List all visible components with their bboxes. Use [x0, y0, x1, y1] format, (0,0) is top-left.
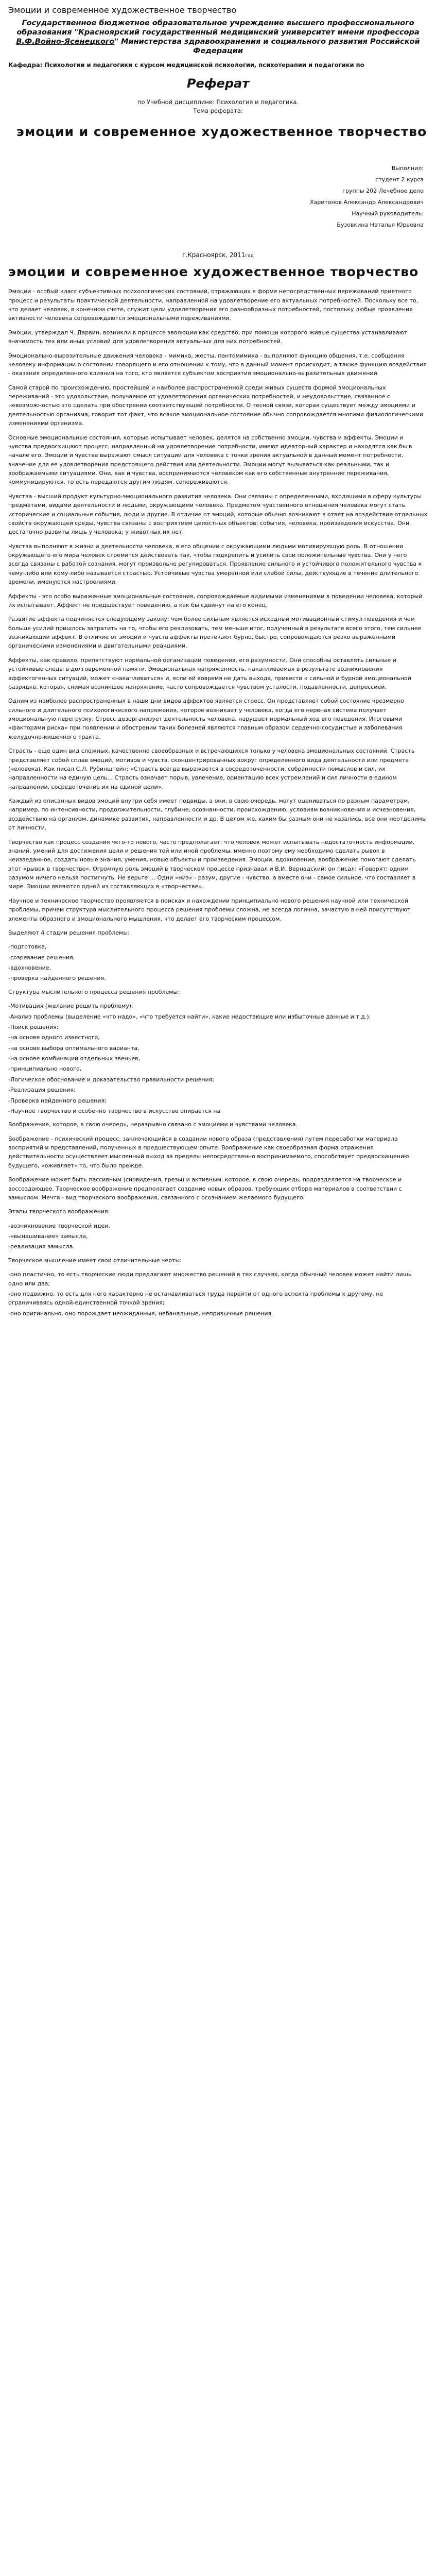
institution-text-1: Государственное бюджетное образовательное учреждение высшего профессионального образования "Красноярский государственный медицинский университет имени профессора — [16, 19, 420, 37]
list-item: -«вынашивание» замысла, — [8, 1233, 88, 1240]
list-item: -подготовка, — [8, 943, 47, 951]
paragraph: Научное и техническое творчество проявляется в поисках и нахождении принципиально нового решения научной или технической проблемы, причем структура мыслительного процесса решения проблемы сложна, не всегда логична, зачастую в ней присутствуют элементы образного и эмоционального мышления, что делает его творческим процессом. — [8, 897, 411, 922]
discipline-line: по Учебной дисциплине: Психология и педагогика. — [137, 98, 299, 106]
list-item: -Проверка найденного решения; — [8, 1097, 107, 1104]
city-year — [8, 251, 428, 259]
list-item: -оно пластично, то есть творческие люди предлагают множество решений в тех случаях, когда обычный человек может найти лишь одно или два; — [8, 1271, 412, 1287]
list-item: -Реализация решения; — [8, 1087, 76, 1094]
paragraph: Эмоции, утверждал Ч. Дарвин, возникли в процессе эволюции как средство, при помощи которого живые существа устанавливают значимость тех или иных условий для удовлетворения актуальных для них потребностей. — [8, 329, 408, 345]
paragraph: Эмоционально-выразительные движения человека - мимика, жесты, пантомимика - выполняют функцию общения, т.е. сообщения человеку информации о состоянии говорящего и его отношении к тому, что в данный момент происходит, а также функцию воздействия - оказания определенного влияния на того, кто является субъектом восприятия эмоционально-выразительных движений. — [8, 352, 427, 377]
process-list — [8, 1222, 428, 1251]
performer-line: Харитонов Александр Александрович — [310, 199, 424, 206]
structure-intro: Структура мыслительного процесса решения проблемы: — [8, 988, 180, 995]
list-item: -оно оригинально, оно порождает неожиданные, небанальные, непривычные решения. — [8, 1310, 273, 1317]
list-item: -на основе выбора оптимального варианта, — [8, 1044, 139, 1052]
paragraph: Одним из наиболее распространенных в наши дни видов аффектов является стресс. Он представляет собой состояние чрезмерно сильного и длительного психологического напряжения, которое возникает у человека, когда его нервная система получает эмоциональную перегрузку. Стресс дезорганизует деятельность человека, нарушает нормальный ход его поведения. Итоговыми «факторами риска» при появлении и обострении таких болезней являются главным образом сердечно-сосудистые и заболевания желудочно-кишечного тракта. — [8, 698, 404, 740]
performer-line: Выполнил: — [391, 165, 424, 172]
paragraph: Самой старой по происхождению, простейшей и наиболее распространенной среди живых существ формой эмоциональных переживаний - это удовольствие, получаемое от удовлетворения органических потребностей, и неудовольствие, связанное с невозможностью это сделать при обострении соответствующей потребности. О тесной связи, которая существует между эмоциями и деятельностью организма, говорит тот факт, что всякое эмоциональное состояние обычно сопровождается многими физиологическими изменениями организма. — [8, 384, 424, 427]
list-item: -на основе комбинации отдельных звеньев, — [8, 1055, 141, 1062]
paragraph: Воображение, которое, в свою очередь, неразрывно связано с эмоциями и чувствами человека. — [8, 1121, 298, 1128]
list-item: -Анализ проблемы (выделение «что надо», «что требуется найти», какие недостающие или избыточные данные и т.д.); — [8, 1013, 371, 1020]
paragraph: Аффекты - это особо выраженные эмоциональные состояния, сопровождаемые видимыми изменениями в поведении человека, который их испытывает. Аффект не предшествует поведению, а как бы сдвинут на его конец. — [8, 592, 423, 608]
stages-list — [8, 942, 428, 983]
chair-line — [8, 61, 428, 70]
page-title: Эмоции и современное художественное творчество — [8, 5, 237, 15]
list-item: -созревание решения, — [8, 954, 75, 961]
structure-list — [8, 1002, 428, 1115]
list-item: -возникновение творческой идеи, — [8, 1222, 110, 1229]
paragraph: Чувства - высший продукт культурно-эмоционального развития человека. Они связаны с определенными, входящими в сферу культуры предметами, видами деятельности и людьми, окружающими человека. Предметом чувственного отношения человека могут стать исторические и социальные события, люди и другие. В отличие от эмоций, которые обычно возникают в ответ на воздействие отдельных свойств окружающей среды, чувства связаны с восприятием целостных объектов: события, человека, произведения искусства. Они достаточно развиты лишь у человека; у животных их нет. — [8, 493, 427, 536]
institution-text-2: " Министерства здравоохранения и социального развития Российской Федерации — [114, 38, 420, 56]
paragraph: Эмоции - особый класс субъективных психологических состояний, отражающих в форме непосредственных переживаний приятного процесс и результаты практической деятельности, направленной на удовлетворение его актуальных потребностей. Поскольку все то, что делает человек, в конечном счете, служит цели удовлетворения его разнообразных потребностей, постольку любые проявления активности человека сопровождаются эмоциональными переживаниями. — [8, 288, 418, 322]
performer-line: Научный руководитель: — [352, 210, 424, 217]
paragraph: Страсть - еще один вид сложных, качественно своеобразных и встречающихся только у человека эмоциональных состояний. Страсть представляет собой сплав эмоций, мотивов и чувств, сконцентрированных вокруг определенного вида деятельности или предмета (человека). Как писал С.Л. Рубинштейн: «Страсть всегда выражается в сосредоточенности, собранности помыслов и сил, их направленности на единую цель... Страсть означает порыв, увлечение, ориентацию всех устремлений и сил личности в едином направлении, сосредоточение их на единой цели». — [8, 748, 415, 790]
paragraph: Воображение может быть пассивным (сновидения, грезы) и активным, которое, в свою очередь, подразделяется на творческое и воссоздающее. Творческое воображение предполагает создание новых образов, требующих отбора материалов в соответствии с замыслом. Мечта - вид творческого воображения, связанного с осознанием желаемого будущего. — [8, 1176, 402, 1201]
list-item: -проверка найденного решения. — [8, 975, 106, 982]
city-suffix: год — [245, 253, 254, 259]
list-item: -на основе одного известного, — [8, 1034, 100, 1041]
paragraph: Воображение - психический процесс, заключающийся в создании нового образа (представления) путем переработки материала восприятий и представлений, полученных в предшествующем опыте. Воображение как своеобразная форма отражения действительности осуществляет мысленный выход за пределы непосредственно воспринимаемого, способствует предвосхищению будущего, «оживляет» то, что было прежде. — [8, 1135, 409, 1169]
list-item: -Научное творчество и особенно творчество в искусстве опирается на — [8, 1107, 221, 1114]
imagination-paragraphs — [8, 1120, 428, 1202]
performer-line: группы 202 Лечебное дело — [342, 188, 424, 195]
institution-name — [8, 19, 428, 56]
list-item: -Логическое обоснование и доказательство правильности решения; — [8, 1076, 215, 1083]
list-item: -Поиск решения: — [8, 1023, 59, 1030]
performer-block — [8, 163, 428, 231]
paragraph: Развитие аффекта подчиняется следующему закону: чем более сильным является исходный мотивационный стимул поведения и чем больше усилий пришлось затратить на то, чтобы его реализовать, тем меньше итог, полученный в результате всего этого, тем сильнее возникающий аффект. В отличие от эмоций и чувств аффекты протекают бурно, быстро, сопровождаются резко выраженными органическими изменениями и двигательными реакциями. — [8, 616, 422, 650]
performer-line: Бузовкина Наталья Юрьевна — [337, 222, 424, 229]
topic-title: эмоции и современное художественное творчество — [16, 124, 427, 139]
chair-text: Психологии и педагогики с курсом медицинской психологии, психотерапии и педагогики по — [42, 61, 364, 69]
list-item: -оно подвижно, то есть для него характерно не останавливаться труда перейти от одного аспекта проблемы к другому, не ограничиваясь одной-единственной точкой зрения; — [8, 1290, 383, 1307]
chair-label: Кафедра: — [8, 61, 43, 69]
list-item: -Мотивация (желание решить проблему); — [8, 1003, 133, 1010]
main-heading: эмоции и современное художественное творчество — [8, 264, 419, 280]
list-item: -принципиально нового, — [8, 1065, 82, 1073]
topic-label: Тема реферата: — [193, 107, 243, 115]
paragraph: Творчество как процесс создания чего-то нового, часто предполагает, что человек может испытывать недостаточность информации, знаний, умений для достижения цели и решения той или иной проблемы, именно поэтому ему необходимо сделать рывок в неизведанное, создать новые знания, умения, новые объекты и произведения. Эмоции, вдохновение, воображение помогают сделать этот «рывок в творчество». Огромную роль эмоций в творческом процессе признавал и В.И. Вернадский; он писал: «Говорят: одним разумом ничего нельзя постигнуть. Не верьте!... Одни «ниэ» - разум, другие - чувство, а вместе они - самое сильное, что составляет в мире. Эмоции являются одной из составляющих в «творчестве». — [8, 838, 416, 890]
list-item: -вдохновение, — [8, 964, 51, 972]
document-type: Реферат — [186, 76, 250, 91]
thinking-list — [8, 1270, 428, 1318]
performer-line: студент 2 курса — [375, 176, 424, 183]
paragraph: Аффекты, как правило, препятствуют нормальной организации поведения, его разумности. Они способны оставлять сильные и устойчивые следы в долговременной памяти. Эмоциональная напряженность, накапливаемая в результате возникновения аффектогенных ситуаций, может «накапливаться» и, если ей вовремя не дать выхода, привести к сильной и бурной эмоциональной разрядке, которая, снимая возникшее напряжение, часто сопровождается чувством усталости, подавленности, депрессией. — [8, 656, 411, 690]
stages-intro: Выделяют 4 стадии решения проблемы: — [8, 929, 130, 936]
paragraph: Каждый из описанных видов эмоций внутри себя имеет подвиды, а они, в свою очередь, могут оцениваться по разным параметрам, например, по интенсивности, продолжительности, глубине, осознанности, происхождению, условиям возникновения и исчезновения, воздействию на организм, динамике развития, направленности и др. В целом же, каким бы разным они не казались, все они неотделимы от личности. — [8, 798, 427, 832]
city-text: г.Красноярск, 2011 — [182, 251, 246, 259]
body-paragraphs — [8, 287, 428, 923]
institution-link[interactable]: В.Ф.Войно-Ясенецкого — [16, 38, 115, 46]
list-item: -реализация замысла. — [8, 1243, 75, 1250]
thinking-intro: Творческое мышление имеет свои отличительные черты: — [8, 1257, 182, 1264]
process-intro: Этапы творческого воображения: — [8, 1208, 110, 1215]
paragraph: Чувства выполняют в жизни и деятельности человека, в его общении с окружающими людьми мотивирующую роль. В отношении окружающего его мира человек стремится действовать так, чтобы подкрепить и усилить свои положительные чувства. Они у него всегда связаны с работой сознания, могут произвольно регулироваться. Проявление сильного и устойчивого положительного чувства к чему-либо или кому-либо называется страстью. Устойчивые чувства умеренной или слабой силы, действующие в течение длительного времени, именуются настроениями. — [8, 543, 422, 586]
paragraph: Основные эмоциональные состояния, которые испытывает человек, делятся на собственно эмоции, чувства и аффекты. Эмоции и чувства предвосхищают процесс, направленный на удовлетворение потребности, имеют идеаторный характер и находятся как бы в начале его. Эмоции и чувства выражают смысл ситуации для человека с точки зрения актуальной в данный момент потребности, значение для ее удовлетворения предстоящего действия или деятельности. Эмоции могут вызываться как реальными, так и воображаемыми ситуациями. Они, как и чувства, воспринимаются человеком как его собственные внутренние переживания, коммуницируются, то есть передаются другим людям, сопереживаются. — [8, 434, 412, 486]
